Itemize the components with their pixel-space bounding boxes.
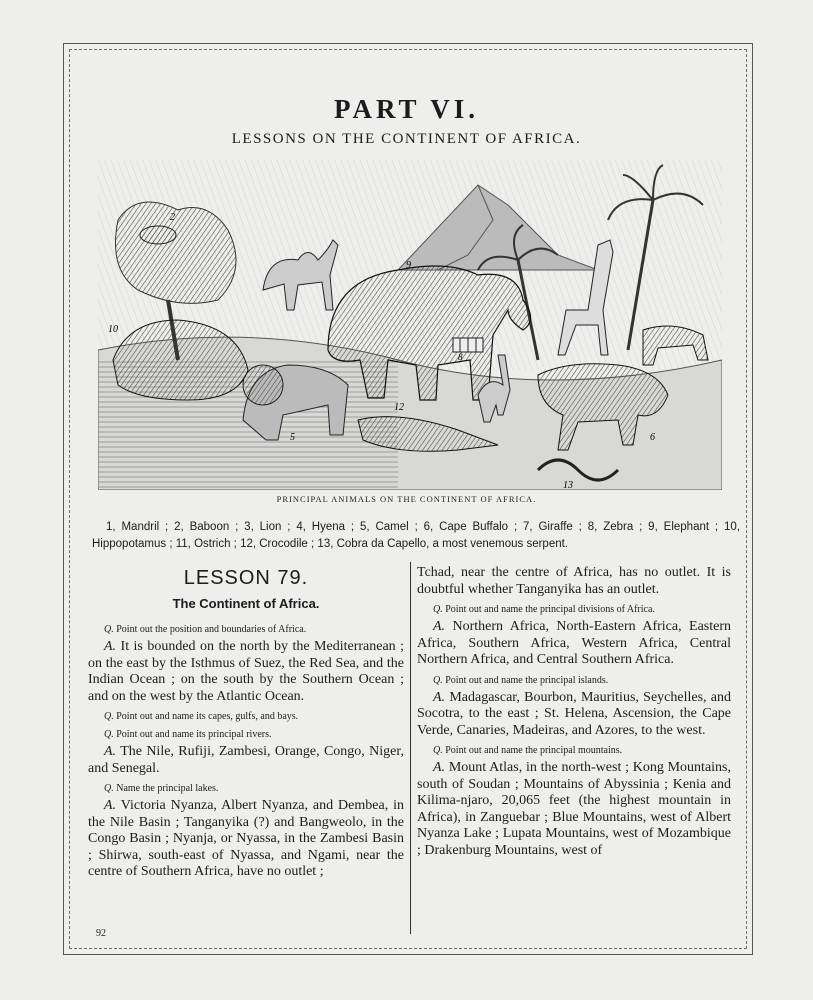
question-text: Point out and name the principal divisions of Africa. bbox=[445, 604, 655, 615]
question bbox=[88, 623, 404, 636]
lesson-subtitle: The Continent of Africa. bbox=[172, 596, 320, 611]
answer-text: The Nile, Rufiji, Zambesi, Orange, Congo, Niger, and Senegal. bbox=[88, 744, 404, 776]
figure-number: 9 bbox=[406, 260, 411, 271]
answer bbox=[417, 760, 731, 859]
figure-number: 6 bbox=[650, 432, 655, 443]
figure-number: 10 bbox=[108, 324, 118, 335]
answer bbox=[417, 690, 731, 740]
part-title: PART VI. bbox=[333, 94, 480, 124]
answer-continuation: Tchad, near the centre of Africa, has no outlet. It is doubtful whether Tanganyika has an outlet. bbox=[417, 565, 731, 597]
question bbox=[88, 782, 404, 795]
answer-label: A. bbox=[433, 619, 446, 634]
question-label: Q. bbox=[104, 711, 114, 722]
answer-text: Mount Atlas, in the north-west ; Kong Mountains, south of Soudan ; Mountains of Abyssinia ; Kenia and Kilima-njaro, 20,065 feet (the highest mountain in Africa), in Zanguebar ; Blue Mountains, west of Albert Nyanza Lake ; Lupata Mountains, west of Mozambique ; Drakenburg Mountains, west of bbox=[417, 760, 731, 858]
answer-label: A. bbox=[433, 760, 446, 775]
answer-label: A. bbox=[104, 639, 117, 654]
lesson-title: LESSON 79. bbox=[183, 567, 309, 589]
answer-text: It is bounded on the north by the Mediterranean ; on the east by the Isthmus of Suez, the Red Sea, and the Indian Ocean ; on the south by the Southern Ocean ; and on the west by the Atlantic Ocean. bbox=[88, 639, 405, 704]
answer-label: A. bbox=[104, 798, 117, 813]
figure-number: 13 bbox=[563, 480, 573, 490]
baboon-figure bbox=[140, 226, 176, 244]
part-subtitle: LESSONS ON THE CONTINENT OF AFRICA. bbox=[231, 131, 582, 147]
left-column bbox=[88, 565, 404, 881]
right-column bbox=[417, 565, 731, 859]
figure-number: 8 bbox=[458, 352, 463, 362]
answer bbox=[417, 619, 731, 669]
page-number: 92 bbox=[96, 928, 106, 939]
question bbox=[417, 603, 731, 616]
question bbox=[88, 728, 404, 741]
question bbox=[417, 674, 731, 687]
answer bbox=[88, 744, 404, 777]
animals-engraving bbox=[98, 160, 722, 490]
question-text: Point out and name its capes, gulfs, and bays. bbox=[116, 711, 299, 722]
answer-label: A. bbox=[104, 744, 117, 759]
question-label: Q. bbox=[104, 624, 114, 635]
figure-number: 5 bbox=[290, 432, 295, 443]
question-label: Q. bbox=[433, 745, 443, 756]
question-label: Q. bbox=[104, 729, 114, 740]
answer-label: A. bbox=[433, 689, 446, 705]
figure-number: 12 bbox=[394, 402, 404, 413]
answer bbox=[88, 639, 404, 705]
question-text: Point out and name the principal mountains. bbox=[445, 745, 623, 756]
answer bbox=[88, 798, 404, 881]
answer-text: Madagascar, Bourbon, Mauritius, Seychelles, and Socotra, to the east ; St. Helena, Ascension, the Cape Verde, Canaries, Madeiras, and Azores, to the west. bbox=[417, 689, 732, 738]
answer-text: Northern Africa, North-Eastern Africa, Eastern Africa, Southern Africa, Western Africa, Central Northern Africa, and Central Southern Africa. bbox=[417, 619, 732, 667]
figure-number: 2 bbox=[170, 212, 175, 223]
question bbox=[88, 710, 404, 723]
question-label: Q. bbox=[104, 783, 114, 794]
question bbox=[417, 744, 731, 757]
question-text: Point out and name the principal islands. bbox=[445, 674, 609, 686]
answer-text: Victoria Nyanza, Albert Nyanza, and Dembea, in the Nile Basin ; Tanganyika (?) and Bangweolo, in the Congo Basin ; Nyanja, or Nyassa, in the Zambesi Basin ; Shirwa, south-east of Nyassa, and Ngami, near the centre of Southern Africa, have no outlet ; bbox=[88, 798, 404, 879]
question-text: Point out the position and boundaries of Africa. bbox=[116, 624, 307, 635]
question-text: Name the principal lakes. bbox=[116, 783, 219, 794]
column-divider bbox=[410, 562, 411, 934]
question-label: Q. bbox=[433, 674, 443, 686]
question-label: Q. bbox=[433, 604, 443, 615]
question-text: Point out and name its principal rivers. bbox=[116, 729, 272, 740]
illustration-caption: PRINCIPAL ANIMALS ON THE CONTINENT OF AFRICA. bbox=[276, 494, 537, 504]
illustration-legend: 1, Mandril ; 2, Baboon ; 3, Lion ; 4, Hyena ; 5, Camel ; 6, Cape Buffalo ; 7, Giraffe ; 8, Zebra ; 9, Elephant ; 10, Hippopotamus ; 11, Ostrich ; 12, Crocodile ; 13, Cobra da Capello, a most venemous serpent. bbox=[92, 521, 740, 550]
